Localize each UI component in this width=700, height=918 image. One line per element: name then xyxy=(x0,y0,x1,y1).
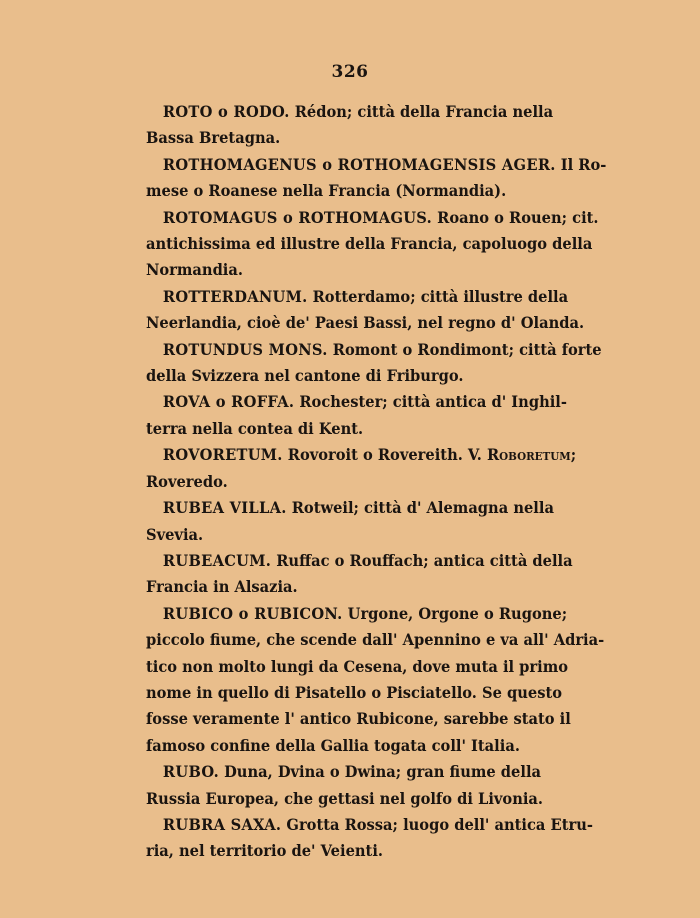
entry-rubico xyxy=(146,601,625,759)
entry-rotterdanum xyxy=(146,284,625,337)
entry-line xyxy=(146,812,625,838)
headword: RUBICO o RUBICON. xyxy=(162,603,343,623)
definition-text: Rotterdamo; città illustre della xyxy=(307,286,569,306)
headword: RUBEACUM. xyxy=(162,550,272,570)
definition-text: Rovoroit o Rovereith. V. xyxy=(282,445,487,465)
headword: ROTOMAGUS o ROTHOMAGUS. xyxy=(162,207,433,227)
definition-text: Rédon; città della Francia nella xyxy=(289,102,554,121)
entry-line xyxy=(146,442,625,468)
entry-rotomagus xyxy=(146,205,625,284)
entry-rubeacum xyxy=(146,548,625,601)
headword: ROTUNDUS MONS. xyxy=(162,339,328,359)
cross-reference: Roboretum; xyxy=(486,445,577,465)
headword: ROVA o ROFFA. xyxy=(162,392,295,412)
headword: ROVORETUM. xyxy=(162,445,283,465)
headword: RUBEA VILLA. xyxy=(162,498,287,518)
definition-text: Il Ro- xyxy=(555,154,607,174)
entry-rova xyxy=(146,389,625,442)
entry-roto xyxy=(146,99,625,152)
entry-line: fosse veramente l' antico Rubicone, sarebbe stato il xyxy=(146,709,571,729)
entry-line xyxy=(146,759,625,785)
entry-rothomagenus xyxy=(146,152,625,205)
dictionary-entries xyxy=(146,99,625,865)
definition-text: Roano o Rouen; cit. xyxy=(432,207,599,227)
entry-line: della Svizzera nel cantone di Friburgo. xyxy=(146,366,464,386)
entry-line: mese o Roanese nella Francia (Normandia). xyxy=(146,181,507,201)
entry-rubea-villa xyxy=(146,495,625,548)
headword: ROTO o RODO. xyxy=(162,102,290,121)
entry-line: ria, nel territorio de' Veienti. xyxy=(146,841,383,861)
entry-line: antichissima ed illustre della Francia, capoluogo della xyxy=(146,234,593,254)
entry-line xyxy=(146,99,625,125)
entry-rotundus-mons xyxy=(146,337,625,390)
entry-line xyxy=(146,389,625,415)
entry-line: Neerlandia, cioè de' Paesi Bassi, nel regno d' Olanda. xyxy=(146,313,585,333)
definition-text: Rotweil; città d' Alemagna nella xyxy=(286,498,554,518)
entry-line: terra nella contea di Kent. xyxy=(146,418,364,438)
entry-line: Russia Europea, che gettasi nel golfo di Livonia. xyxy=(146,788,544,808)
entry-line: Svevia. xyxy=(146,524,204,544)
definition-text: Rochester; città antica d' Inghil- xyxy=(294,392,567,412)
definition-text: Urgone, Orgone o Rugone; xyxy=(342,603,568,623)
entry-line: nome in quello di Pisatello o Pisciatello. Se questo xyxy=(146,682,563,702)
entry-rubo xyxy=(146,759,625,812)
entry-line: Bassa Bretagna. xyxy=(146,128,281,148)
entry-line: tico non molto lungi da Cesena, dove muta il primo xyxy=(146,656,569,676)
entry-rovoretum xyxy=(146,442,625,495)
entry-line: Francia in Alsazia. xyxy=(146,577,298,597)
entry-line xyxy=(146,152,625,178)
entry-line xyxy=(146,548,625,574)
entry-line xyxy=(146,205,625,231)
definition-text: Duna, Dvina o Dwina; gran fiume della xyxy=(218,762,542,782)
entry-line xyxy=(146,337,625,363)
definition-text: Ruffac o Rouffach; antica città della xyxy=(271,550,573,570)
definition-text: Grotta Rossa; luogo dell' antica Etru- xyxy=(281,814,593,834)
headword: RUBRA SAXA. xyxy=(162,814,282,834)
entry-line xyxy=(146,284,625,310)
headword: ROTHOMAGENUS o ROTHOMAGENSIS AGER. xyxy=(162,154,556,174)
entry-line: famoso confine della Gallia togata coll' Italia. xyxy=(146,735,520,755)
entry-line: Roveredo. xyxy=(146,471,228,491)
headword: RUBO. xyxy=(162,762,219,782)
page-number: 326 xyxy=(331,62,369,82)
headword: ROTTERDANUM. xyxy=(162,286,308,306)
entry-line: piccolo fiume, che scende dall' Apennino e va all' Adria- xyxy=(146,630,605,650)
entry-rubra-saxa xyxy=(146,812,625,865)
entry-line: Normandia. xyxy=(146,260,243,280)
entry-line xyxy=(146,495,625,521)
entry-line xyxy=(146,601,625,627)
definition-text: Romont o Rondimont; città forte xyxy=(327,339,602,359)
